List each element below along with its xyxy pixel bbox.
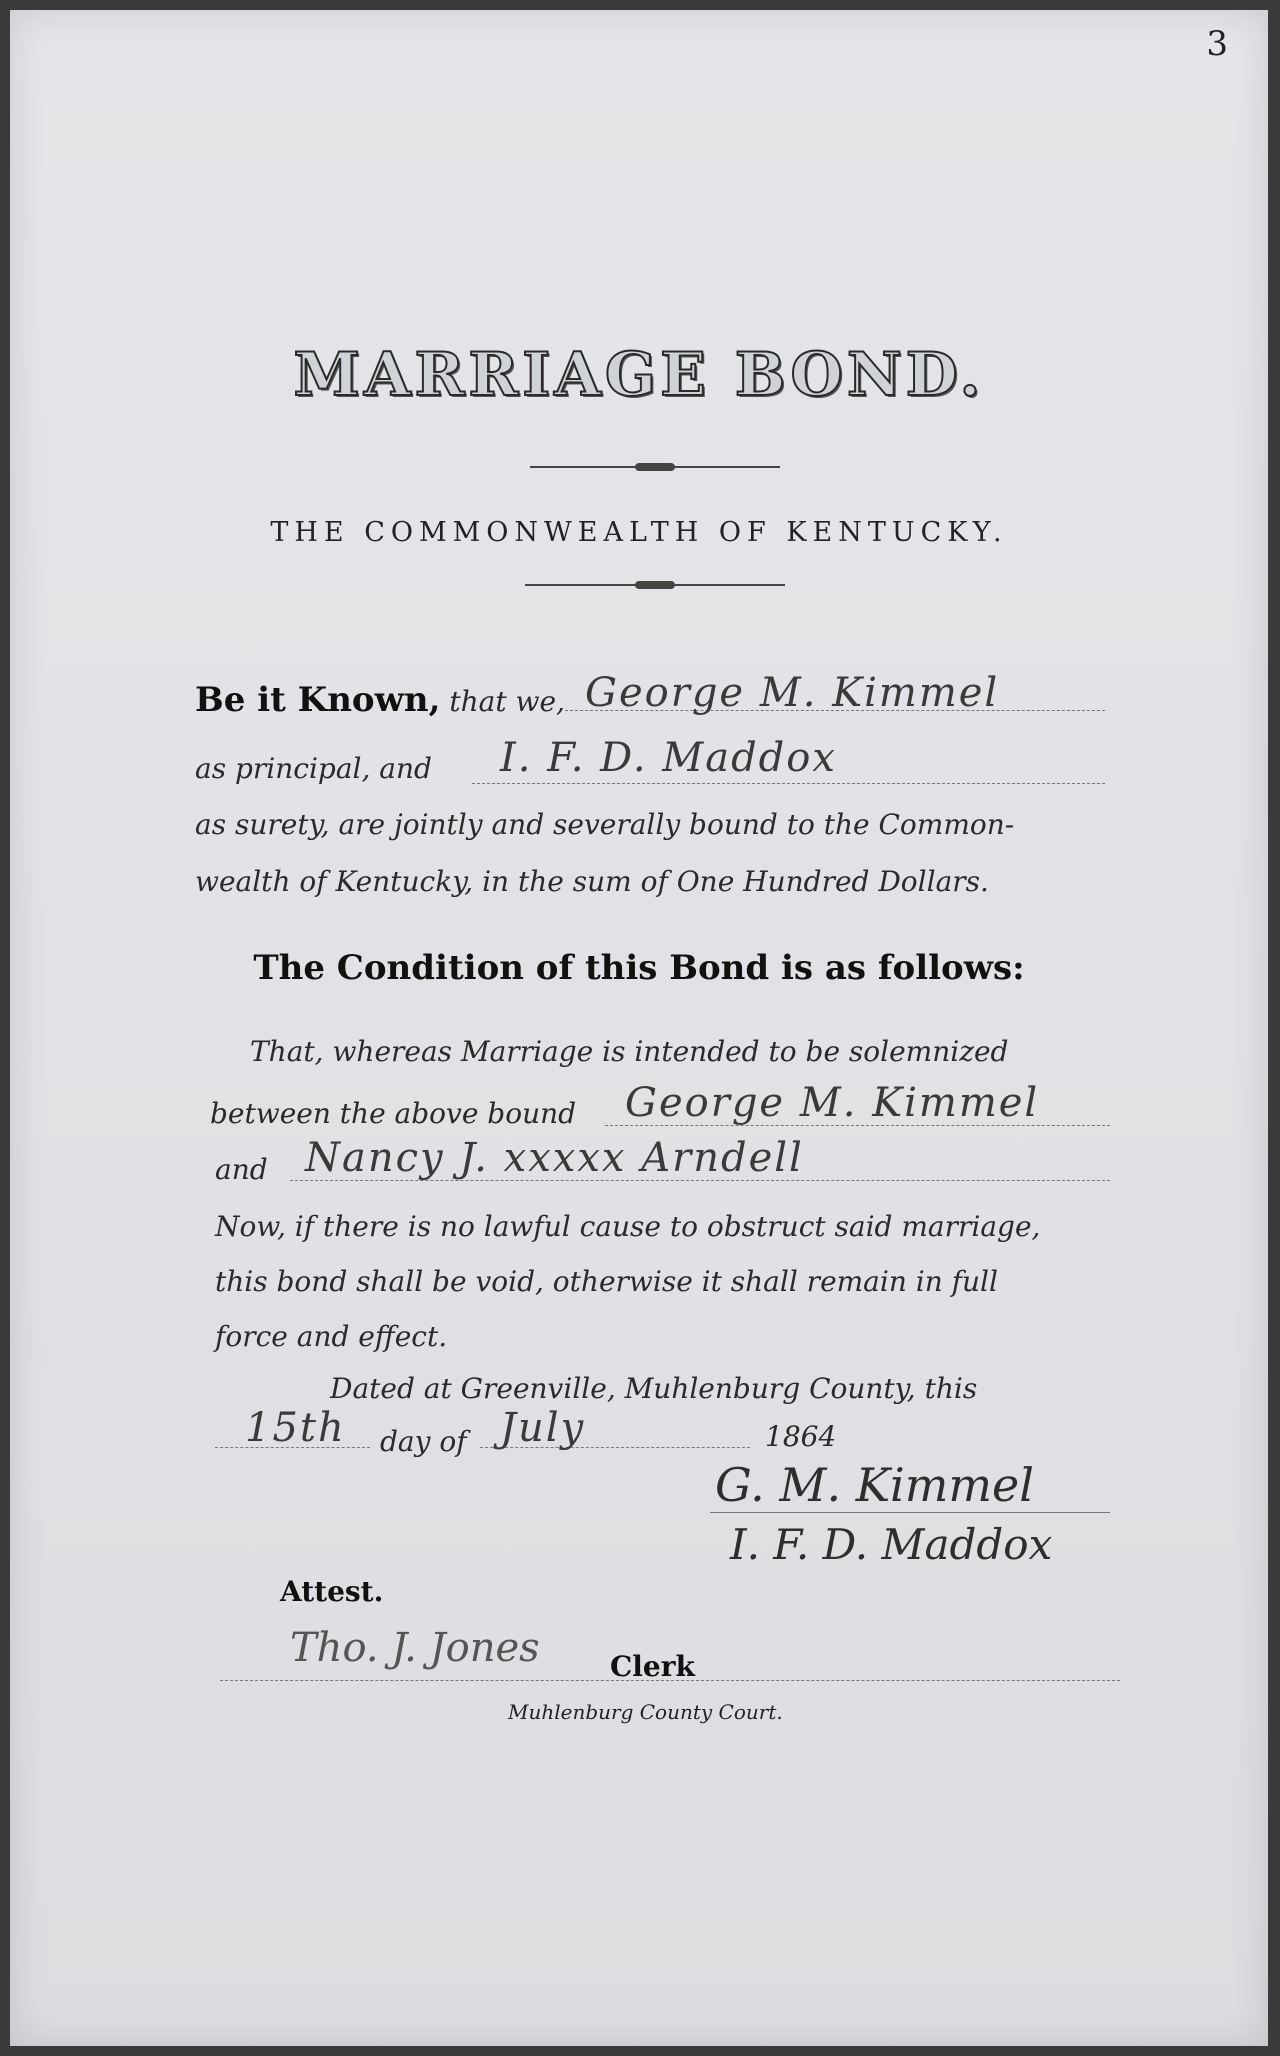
know-line-4: wealth of Kentucky, in the sum of One Hundred Dollars. (195, 865, 989, 898)
surety-fill-line (472, 783, 1105, 784)
court-name: Muhlenburg County Court. (508, 1700, 783, 1724)
principal-name: George M. Kimmel (585, 670, 1000, 716)
that-we-text: that we, (449, 685, 565, 718)
surety-signature: I. F. D. Maddox (730, 1520, 1053, 1569)
attest-label: Attest. (280, 1575, 384, 1608)
condition-line-6: force and effect. (215, 1320, 448, 1353)
document-title: MARRIAGE BOND. (293, 340, 985, 410)
as-principal-text: as principal, and (195, 752, 432, 785)
and-text: and (215, 1153, 268, 1186)
month-value: July (500, 1405, 586, 1451)
clerk-label: Clerk (610, 1650, 695, 1683)
be-it-known: Be it Known, (195, 680, 441, 720)
condition-line-5: this bond shall be void, otherwise it shall remain in full (215, 1265, 998, 1298)
page-number: 3 (1206, 24, 1228, 64)
ornamental-rule-top (530, 466, 780, 468)
condition-heading: The Condition of this Bond is as follows: (253, 948, 1025, 988)
bride-name: Nancy J. xxxxx Arndell (305, 1135, 804, 1181)
day-of-text: day of (380, 1425, 467, 1458)
groom-name: George M. Kimmel (625, 1080, 1040, 1126)
year-value: 1864 (765, 1420, 837, 1453)
know-line-3: as surety, are jointly and severally bound to the Common- (195, 808, 1015, 841)
surety-name: I. F. D. Maddox (500, 735, 837, 781)
day-value: 15th (245, 1405, 346, 1451)
commonwealth-heading: THE COMMONWEALTH OF KENTUCKY. (270, 517, 1008, 548)
document-page (10, 10, 1268, 2046)
know-line-1 (195, 680, 565, 720)
dated-text: Dated at Greenville, Muhlenburg County, this (330, 1372, 978, 1405)
principal-signature-line (710, 1512, 1110, 1513)
ornamental-rule-bottom (525, 584, 785, 586)
between-text: between the above bound (210, 1097, 577, 1130)
condition-line-4: Now, if there is no lawful cause to obstruct said marriage, (215, 1210, 1041, 1243)
principal-signature: G. M. Kimmel (715, 1458, 1034, 1512)
condition-line-1: That, whereas Marriage is intended to be solemnized (250, 1035, 1009, 1068)
clerk-signature: Tho. J. Jones (290, 1625, 540, 1671)
